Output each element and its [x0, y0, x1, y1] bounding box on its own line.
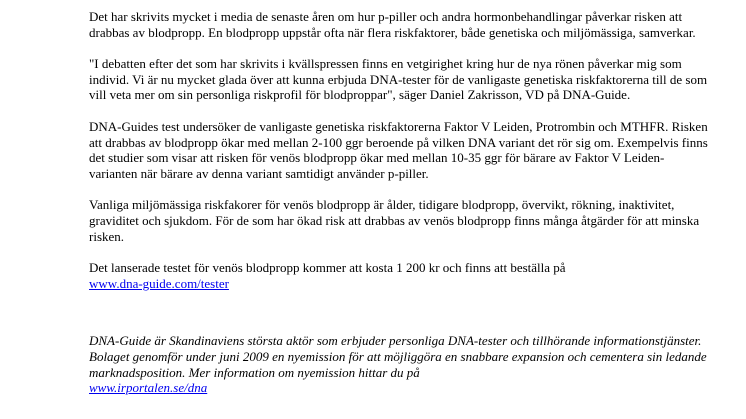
footer-text: DNA-Guide är Skandinaviens största aktör som erbjuder personliga DNA-tester och tillhörande informationstjänster. Bolaget genomför under juni 2009 en nyemission för att möjliggöra en snabbare expansion och cementera sin ledande marknadsposition. Mer information om nyemission hittar du på — [89, 333, 707, 380]
paragraph-test-details: DNA-Guides test undersöker de vanligaste genetiska riskfaktorerna Faktor V Leiden, Protrombin och MTHFR. Risken att drabbas av blodpropp ökar med mellan 2-100 ggr beroende på vilken DNA variant det rör sig om. Exempelvis finns det studier som visar att risken för venös blodpropp ökar med mellan 10-35 ggr för bärare av Faktor V Leiden-varianten när bärare av denna variant samtidigt använder p-piller. — [89, 118, 708, 181]
paragraph-intro: Det har skrivits mycket i media de senaste åren om hur p-piller och andra hormonbehandlingar påverkar risken att drabbas av blodpropp. En blodpropp uppstår ofta när flera riskfaktorer, både genetiska och miljömässiga, samverkar. — [89, 9, 696, 40]
paragraph-launch — [89, 260, 709, 291]
paragraph-quote: "I debatten efter det som har skrivits i kvällspressen finns en vetgirighet kring hur de nya rönen påverkar mig som individ. Vi är nu mycket glada över att kunna erbjuda DNA-tester för de vanligaste genetiska riskfaktorerna till de som vill veta mer om sin personliga riskprofil för blodproppar", säger Daniel Zakrisson, VD på DNA-Guide. — [89, 56, 708, 103]
launch-text: Det lanserade testet för venös blodpropp kommer att kosta 1 200 kr och finns att beställa på — [89, 260, 566, 276]
paragraph-risk-factors: Vanliga miljömässiga riskfakorer för venös blodpropp är ålder, tidigare blodpropp, övervikt, rökning, inaktivitet, graviditet och sjukdom. För de som har ökad risk att drabbas av venös blodpropp finns många åtgärder för att minska risken. — [89, 197, 700, 244]
irportalen-link[interactable]: www.irportalen.se/dna — [89, 380, 208, 396]
tester-link[interactable]: www.dna-guide.com/tester — [89, 275, 229, 291]
paragraph-footer — [89, 333, 709, 395]
document-body — [89, 9, 709, 396]
